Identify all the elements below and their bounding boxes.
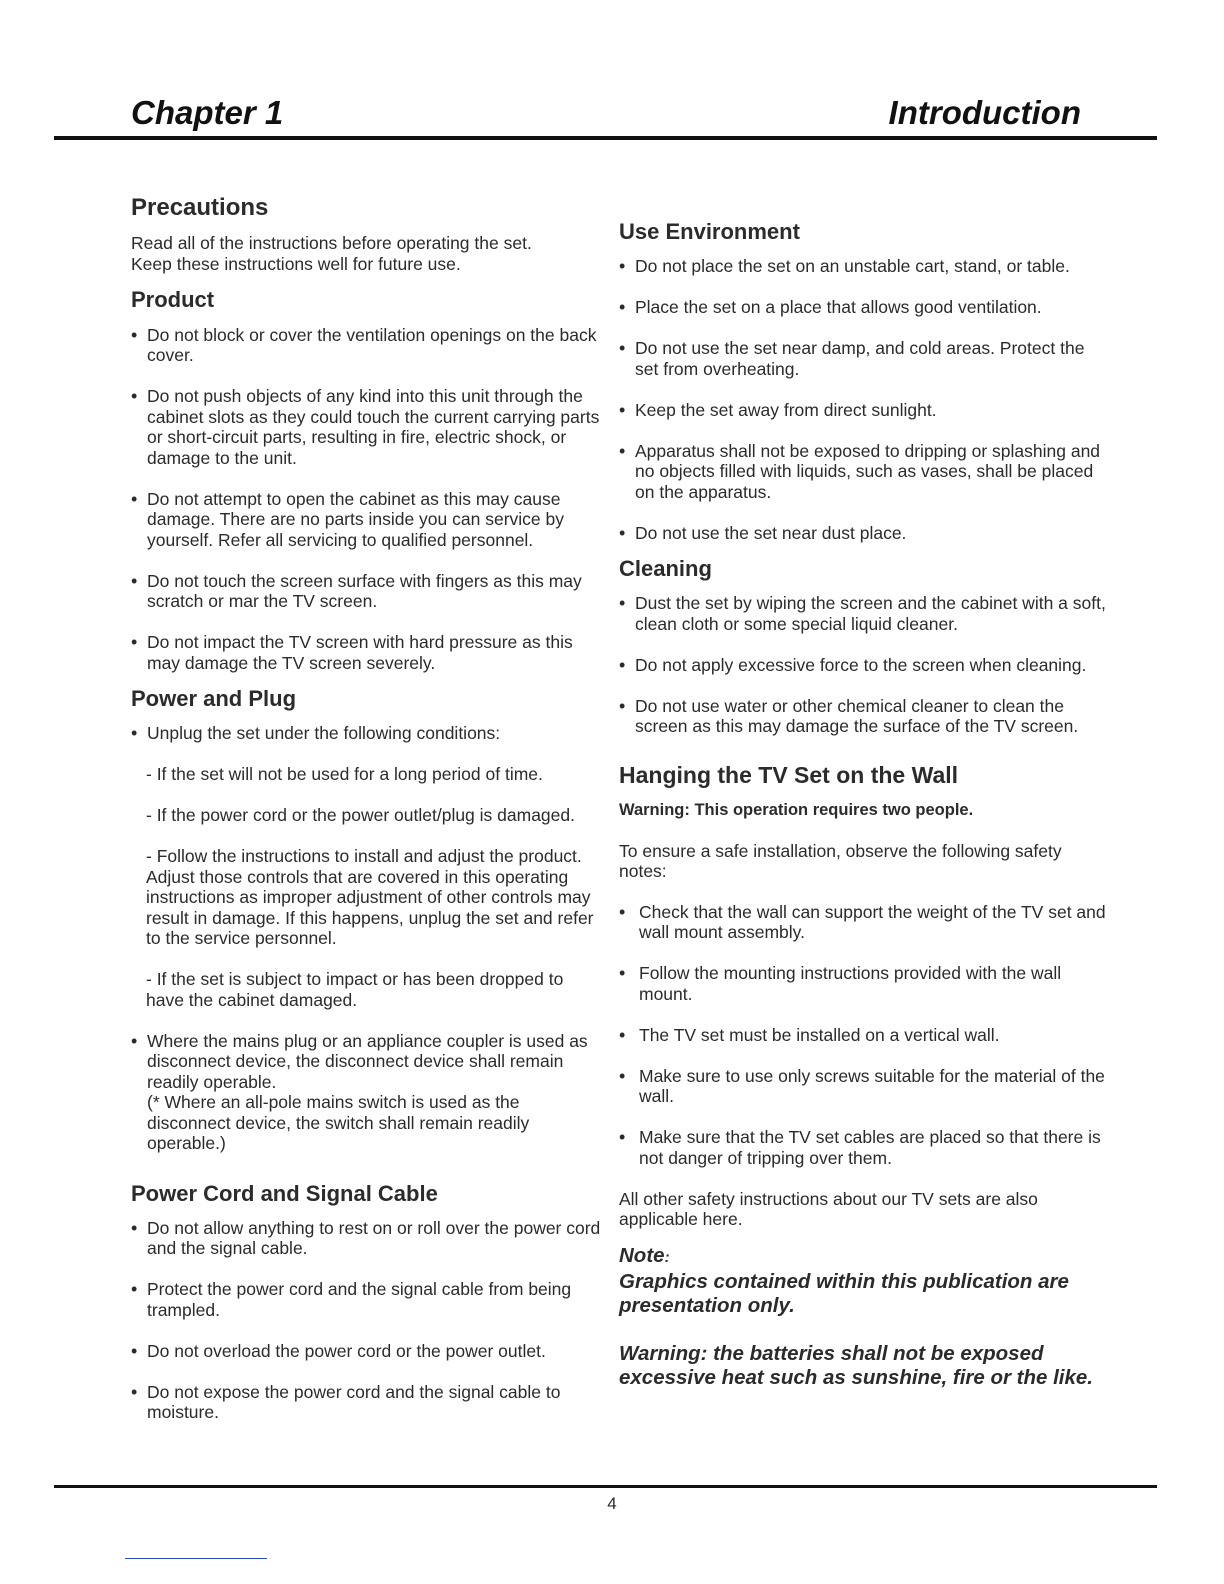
list-item: • Do not place the set on an unstable cart, stand, or table. [619, 256, 1109, 277]
list-item: • Make sure to use only screws suitable for the material of the wall. [619, 1066, 1109, 1107]
list-item: • Do not apply excessive force to the screen when cleaning. [619, 655, 1109, 676]
precautions-intro-1: Read all of the instructions before operating the set. [131, 233, 532, 254]
chapter-header [54, 92, 1157, 140]
note-colon: : [664, 1248, 670, 1266]
list-item: • Do not expose the power cord and the signal cable to moisture. [131, 1382, 606, 1423]
list-item: • The TV set must be installed on a vertical wall. [619, 1025, 1109, 1046]
list-item: • Follow the mounting instructions provided with the wall mount. [619, 963, 1109, 1004]
list-item [131, 1031, 606, 1154]
list-item: • Unplug the set under the following conditions: [131, 723, 606, 744]
right-column [619, 220, 1109, 1390]
product-heading: Product [131, 287, 215, 313]
list-item: • Do not allow anything to rest on or roll over the power cord and the signal cable. [131, 1218, 606, 1259]
wall-heading: Hanging the TV Set on the Wall [619, 761, 959, 788]
list-item: • Check that the wall can support the weight of the TV set and wall mount assembly. [619, 902, 1109, 943]
sub-item: - If the set will not be used for a long period of time. [146, 764, 543, 785]
chapter-label: Chapter 1 [131, 94, 284, 131]
wall-outro: All other safety instructions about our TV sets are also applicable here. [619, 1188, 1038, 1230]
note-label-line [619, 1244, 1109, 1270]
mains-text: Where the mains plug or an appliance coupler is used as disconnect device, the disconnect device shall remain readily operable. [147, 1030, 588, 1092]
wall-warning: Warning: This operation requires two people. [619, 801, 974, 820]
chapter-title: Introduction [888, 94, 1081, 131]
list-item: • Do not touch the screen surface with fingers as this may scratch or mar the TV screen. [131, 571, 606, 612]
sub-item: - If the set is subject to impact or has been dropped to have the cabinet damaged. [146, 969, 564, 1010]
footer-divider [54, 1485, 1157, 1488]
cleaning-heading: Cleaning [619, 556, 712, 582]
list-item: • Do not attempt to open the cabinet as this may cause damage. There are no parts inside you can service by yourself. Refer all servicing to qualified personnel. [131, 489, 606, 551]
left-column [131, 195, 606, 1443]
list-item: • Make sure that the TV set cables are placed so that there is not danger of tripping over them. [619, 1127, 1109, 1168]
list-item: • Apparatus shall not be exposed to dripping or splashing and no objects filled with liquids, such as vases, shall be placed on the apparatus. [619, 441, 1109, 503]
cord-list [131, 1218, 606, 1423]
cleaning-list [619, 593, 1109, 737]
list-item: • Protect the power cord and the signal cable from being trampled. [131, 1279, 606, 1320]
power-plug-heading: Power and Plug [131, 686, 297, 712]
list-item: • Keep the set away from direct sunlight. [619, 400, 1109, 421]
list-item: • Do not use the set near damp, and cold areas. Protect the set from overheating. [619, 338, 1109, 379]
wall-intro: To ensure a safe installation, observe the following safety notes: [619, 840, 1062, 882]
list-item: • Do not impact the TV screen with hard pressure as this may damage the TV screen severely. [131, 632, 606, 673]
list-item: • Do not use water or other chemical cleaner to clean the screen as this may damage the surface of the TV screen. [619, 696, 1109, 737]
footer-link-underline [125, 1558, 267, 1559]
page-number: 4 [607, 1494, 617, 1513]
use-env-list [619, 256, 1109, 543]
precautions-heading: Precautions [131, 194, 269, 221]
mains-list [131, 1031, 606, 1154]
use-env-heading: Use Environment [619, 219, 800, 244]
power-plug-list [131, 723, 606, 744]
product-list [131, 325, 606, 674]
list-item: • Do not block or cover the ventilation openings on the back cover. [131, 325, 606, 366]
mains-note: (* Where an all-pole mains switch is used as the disconnect device, the switch shall remain readily operable.) [147, 1092, 530, 1154]
note-label: Note [619, 1243, 665, 1267]
sub-item: - If the power cord or the power outlet/plug is damaged. [146, 805, 575, 826]
sub-item: - Follow the instructions to install and adjust the product. Adjust those controls that are covered in this operating instructions as improper adjustment of other controls may result in damage. If this happens, unplug the set and refer to the service personnel. [146, 846, 594, 949]
list-item: • Do not use the set near dust place. [619, 523, 1109, 544]
cord-heading: Power Cord and Signal Cable [131, 1180, 438, 1206]
list-item: • Do not push objects of any kind into this unit through the cabinet slots as they could touch the current carrying parts or short-circuit parts, resulting in fire, electric shock, or damage to the unit. [131, 386, 606, 468]
wall-list [619, 902, 1109, 1169]
list-item: • Place the set on a place that allows good ventilation. [619, 297, 1109, 318]
precautions-intro-2: Keep these instructions well for future use. [131, 253, 461, 274]
note-text: Graphics contained within this publication are presentation only. [619, 1269, 1069, 1317]
battery-warning: Warning: the batteries shall not be exposed excessive heat such as sunshine, fire or the like. [619, 1341, 1093, 1389]
list-item: • Dust the set by wiping the screen and the cabinet with a soft, clean cloth or some special liquid cleaner. [619, 593, 1109, 634]
list-item: • Do not overload the power cord or the power outlet. [131, 1341, 606, 1362]
